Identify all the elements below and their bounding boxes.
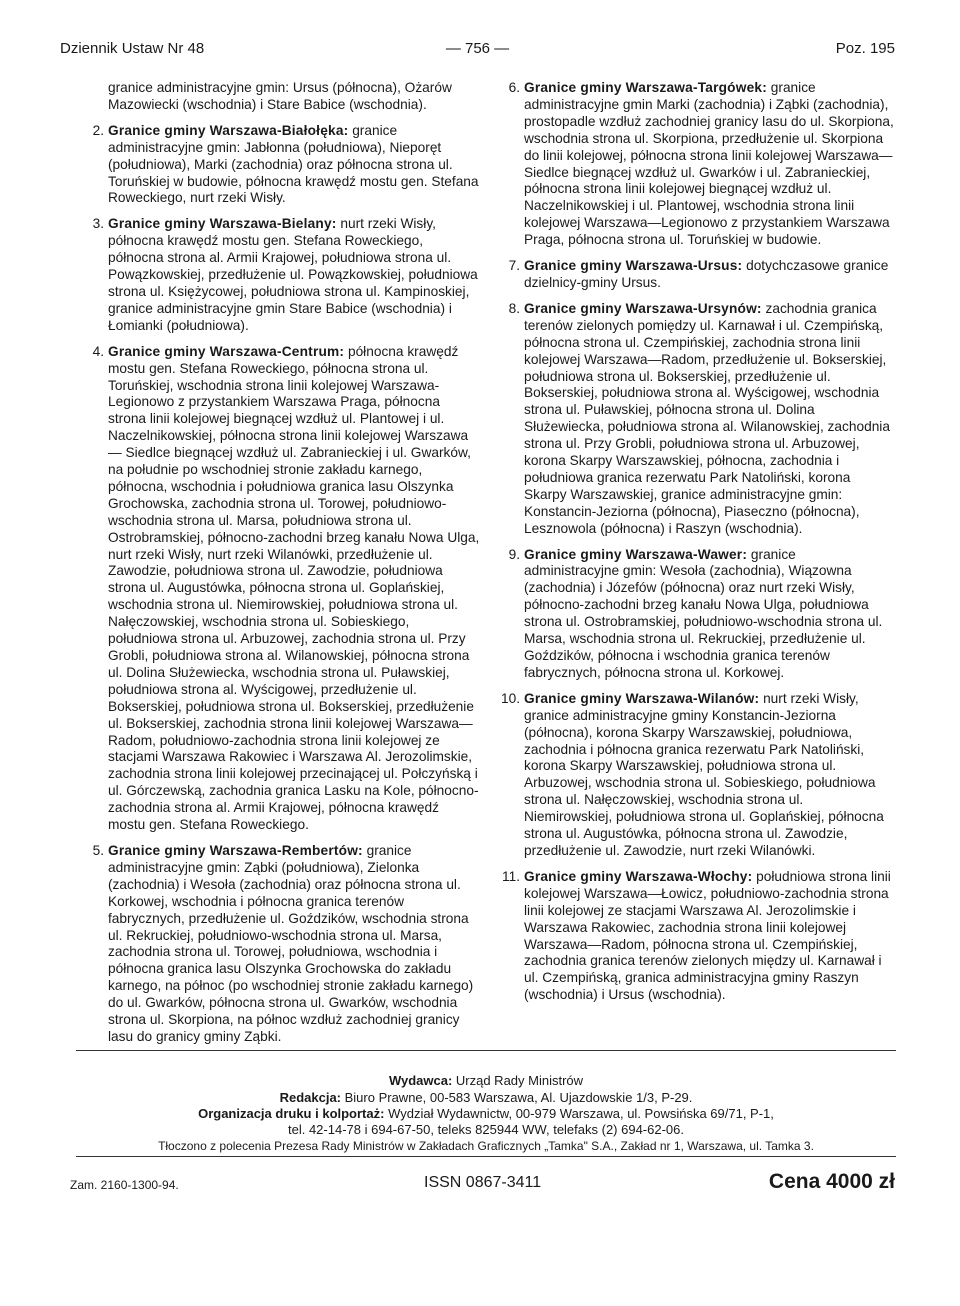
item-title: Granice gminy Warszawa-Białołęka: <box>108 122 349 138</box>
item-text: dotychczasowe granice dzielnicy-gminy Ursus. <box>524 258 889 290</box>
list-item <box>496 80 894 249</box>
list-item <box>496 869 894 1004</box>
item-title: Granice gminy Warszawa-Wilanów: <box>524 690 760 706</box>
item-text: nurt rzeki Wisły, północna krawędź mostu gen. Stefana Roweckiego, północna strona al. Armii Krajowej, południowa strona ul. Powązkowskiej, przedłużenie ul. Powązkowskiej, południowa strona ul. Księżycowej, południowa strona ul. Kampinoskiej, granice administracyjne gmin Stare Babice (wschodnia) i Łomianki (południowa). <box>108 216 478 333</box>
item-number: 8. <box>508 300 520 316</box>
item-text: południowa strona linii kolejowej Warszawa—Łowicz, południowo-zachodnia strona linii kolejowej ze stacjami Warszawa Al. Jerozolimskie i Warszawa Rakowiec, zachodnia strona linii kolejowej Warszawa—Radom, północna strona ul. Czempińskiej, zachodnia granica terenów zielonych między ul. Karnawał i ul. Czempińską, granica administracyjna gminy Raszyn (wschodnia) i Ursus (wschodnia). <box>524 868 891 1003</box>
page-number: — 756 — <box>445 40 510 57</box>
item-number: 3. <box>92 216 104 232</box>
item-title: Granice gminy Warszawa-Ursynów: <box>524 300 762 316</box>
item-text: granice administracyjne gmin: Ursus (północna), Ożarów Mazowiecki (wschodnia) i Stare Babice (wschodnia). <box>108 80 452 112</box>
item-title: Granice gminy Warszawa-Wawer: <box>524 546 748 562</box>
item-number: 2. <box>92 122 104 138</box>
item-title: Granice gminy Warszawa-Centrum: <box>108 343 345 359</box>
position-number: Poz. 195 <box>835 40 895 57</box>
editorial-text: Biuro Prawne, 00-583 Warszawa, Al. Ujazdowskie 1/3, P-29. <box>341 1090 693 1105</box>
item-number: 10. <box>500 690 520 706</box>
publisher-label: Wydawca: <box>388 1073 453 1088</box>
list-item <box>80 843 480 1046</box>
item-number: 4. <box>92 343 104 359</box>
item-number: 7. <box>508 258 520 274</box>
footer-publisher <box>76 1073 896 1089</box>
list-item <box>80 80 480 114</box>
footer-editorial <box>76 1090 896 1106</box>
item-text: północna krawędź mostu gen. Stefana Roweckiego, północna strona ul. Toruńskiej, wschodnia strona linii kolejowej Warszawa-Legionowo z przystankiem Warszawa Praga, północna strona linii kolejowej biegnącej wzdłuż ul. Plantowej i ul. Naczelnikowskiej, północna strona linii kolejowej Warszawa — Siedlce biegnącej wzdłuż ul. Zabranieckiej i ul. Gwarków, na południe po wschodniej stronie zakładu karnego, północna, wschodnia i południowa granica lasu Olszynka Grochowska, zachodnia strona ul. Torowej, południowo-wschodnia strona ul. Marsa, południowa strona ul. Ostrobramskiej, północno-zachodni brzeg kanału Nowa Ulga, nurt rzeki Wisły, nurt rzeki Wilanówki, przedłużenie ul. Zawodzie, południowa strona ul. Zawodzie, południowa strona ul. Augustówka, północna strona ul. Goplańskiej, wschodnia strona ul. Niemirowskiej, południowa strona ul. Nałęczowskiej, wschodnia strona ul. Sobieskiego, południowa strona ul. Arbuzowej, zachodnia strona ul. Przy Grobli, południowa strona al. Wilanowskiej, północna strona ul. Dolina Służewiecka, wschodnia strona ul. Puławskiej, południowa strona al. Wyścigowej, przedłużenie ul. Bokserskiej, południowa strona ul. Bokserskiej, przedłużenie ul. Bokserskiej, zachodnia strona linii kolejowej Warszawa—Radom, południowo-zachodnia strona linii kolejowej ze stacjami Warszawa Rakowiec i Warszawa Al. Jerozolimskie, zachodnia strona linii kolejowej przecinającej ul. Połczyńską i ul. Górczewską, zachodnia granica Lasku na Kole, północno-zachodnia strona al. Armii Krajowej, północna krawędź mostu gen. Stefana Roweckiego. <box>108 343 480 833</box>
footer-distribution <box>76 1106 896 1122</box>
item-title: Granice gminy Warszawa-Targówek: <box>524 80 767 95</box>
editorial-label: Redakcja: <box>279 1090 341 1105</box>
footer-divider <box>76 1156 896 1157</box>
footer-printed: Tłoczono z polecenia Prezesa Rady Ministrów w Zakładach Graficznych „Tamka" S.A., Zakład nr 1, Warszawa, ul. Tamka 3. <box>158 1139 814 1153</box>
item-title: Granice gminy Warszawa-Włochy: <box>524 868 753 884</box>
item-number: 6. <box>508 80 520 95</box>
item-title: Granice gminy Warszawa-Bielany: <box>108 216 337 232</box>
list-item <box>496 258 894 292</box>
item-number: 9. <box>508 546 520 562</box>
item-title: Granice gminy Warszawa-Ursus: <box>524 258 743 274</box>
list-item <box>496 691 894 860</box>
distribution-text: Wydział Wydawnictw, 00-979 Warszawa, ul. Powsińska 69/71, P-1, <box>384 1106 774 1121</box>
list-item <box>496 301 894 538</box>
price: Cena 4000 zł <box>768 1170 895 1193</box>
item-title: Granice gminy Warszawa-Rembertów: <box>108 842 363 858</box>
item-text: zachodnia granica terenów zielonych pomiędzy ul. Karnawał i ul. Czempińską, północna strona ul. Czempińskiej, zachodnia strona linii kolejowej Warszawa—Radom, przedłużenie ul. Bokserskiej, południowa strona ul. Bokserskiej, przedłużenie ul. Bokserskiej, południowa strona al. Wyścigowej, wschodnia strona ul. Puławskiej, północna strona ul. Dolina Służewiecka, południowa strona al. Wilanowskiej, zachodnia strona ul. Przy Grobli, południowa strona ul. Arbuzowej, korona Skarpy Warszawskiej, północna, zachodnia i południowa granica rezerwatu Park Natoliński, korona Skarpy Warszawskiej, granice administracyjne gmin: Konstancin-Jeziorna (północna), Piaseczno (północna), Lesznowola (północna) i Raszyn (wschodnia). <box>524 300 890 536</box>
list-item <box>80 216 480 334</box>
item-number: 5. <box>92 842 104 858</box>
item-text: granice administracyjne gmin: Wesoła (zachodnia), Wiązowna (zachodnia) i Józefów (północna) oraz nurt rzeki Wisły, północno-zachodni brzeg kanału Nowa Ulga, południowa strona ul. Ostrobramskiej, południowo-wschodnia strona ul. Marsa, wschodnia strona ul. Rekruckiej, przedłużenie ul. Goździków, północna i wschodnia granica terenów fabrycznych, północna strona ul. Korkowej. <box>524 546 883 680</box>
list-item <box>496 547 894 682</box>
footer-phones: tel. 42-14-78 i 694-67-50, teleks 825944 WW, telefaks (2) 694-62-06. <box>288 1122 684 1137</box>
item-number: 11. <box>501 868 520 884</box>
list-item <box>80 344 480 834</box>
right-column <box>496 80 894 1013</box>
list-item <box>80 123 480 208</box>
item-text: nurt rzeki Wisły, granice administracyjne gminy Konstancin-Jeziorna (północna), korona Skarpy Warszawskiej, południowa, zachodnia i północna granica rezerwatu Park Natoliński, korona Skarpy Warszawskiej, południowa strona ul. Arbuzowej, wschodnia strona ul. Sobieskiego, południowa strona ul. Nałęczowskiej, wschodnia strona ul. Niemirowskiej, południowa strona ul. Goplańskiej, północna strona ul. Augustówka, północna strona ul. Zawodzie, przedłużenie ul. Zawodzie, nurt rzeki Wilanówki. <box>524 690 884 858</box>
bottom-bar <box>70 1170 895 1200</box>
page-header <box>60 40 895 62</box>
order-number: Zam. 2160-1300-94. <box>70 1178 179 1192</box>
journal-title: Dziennik Ustaw Nr 48 <box>60 40 205 57</box>
item-text: granice administracyjne gmin: Jabłonna (południowa), Nieporęt (południowa), Marki (zachodnia) oraz północna strona ul. Toruńskiej w budowie, północna krawędź mostu gen. Stefana Roweckiego, nurt rzeki Wisły. <box>108 122 479 206</box>
footer-divider <box>76 1050 896 1051</box>
distribution-label: Organizacja druku i kolportaż: <box>198 1106 385 1121</box>
issn: ISSN 0867-3411 <box>424 1174 542 1191</box>
item-text: granice administracyjne gmin Marki (zachodnia) i Ząbki (zachodnia), prostopadle wzdłuż zachodniej granicy lasu do ul. Skorpiona, wschodnia strona ul. Skorpiona, przedłużenie ul. Skorpiona do linii kolejowej, północna strona linii kolejowej Warszawa—Siedlce biegnącej wzdłuż ul. Gwarków i ul. Zabranieckiej, północna strona linii kolejowej biegnącej wzdłuż ul. Naczelnikowskiej i ul. Plantowej, wschodnia strona linii kolejowej Warszawa—Legionowo z przystankiem Warszawa Praga, północna strona ul. Toruńskiej w budowie. <box>524 80 894 248</box>
item-text: granice administracyjne gmin: Ząbki (południowa), Zielonka (zachodnia) i Wesoła (zachodnia) oraz północna strona ul. Korkowej, wschodnia i północna granica terenów fabrycznych, przedłużenie ul. Goździków, wschodnia strona ul. Rekruckiej, południowo-wschodnia strona ul. Marsa, zachodnia strona ul. Torowej, południowa, wschodnia i północna granica lasu Olszynka Grochowska do zakładu karnego, na północ (po wschodniej stronie zakładu karnego) do ul. Gwarków, północna strona ul. Gwarków, wschodnia strona ul. Skorpiona, na północ wzdłuż zachodniej granicy lasu do granicy gminy Ząbki. <box>108 842 474 1044</box>
left-column <box>80 80 480 1055</box>
publisher-text: Urząd Rady Ministrów <box>452 1073 584 1088</box>
